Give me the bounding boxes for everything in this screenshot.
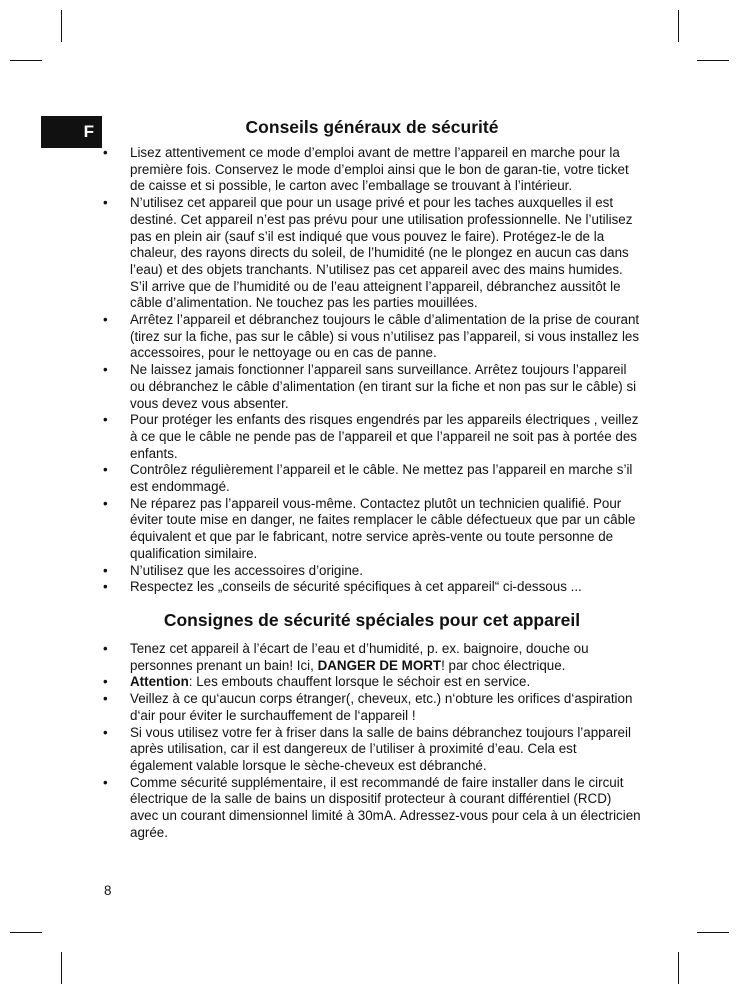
page-number: 8 — [104, 883, 112, 898]
section1-item: • Lisez attentivement ce mode d’emploi avant de mettre l’appareil en marche pour la première fois. Conservez le mode d’emploi ainsi que le bon de garan-tie, votre ticket de caisse et si possible, le carton avec l’emballage se trouvant à l’intérieur. — [103, 145, 629, 194]
section1-item: • N’utilisez cet appareil que pour un usage privé et pour les taches auxquelles il est destiné. Cet appareil n’est pas prévu pour une utilisation professionnelle. Ne l’utilisez pas en plein air (sauf s’il est indiqué que vous pouvez le faire). Protégez-le de la chaleur, des rayons directs du soleil, de l’humidité (ne le plongez en aucun cas dans l’eau) et des objets tranchants. N’utilisez pas cet appareil avec des mains humides. S’il arrive que de l’humidité ou de l’eau atteignent l’appareil, débranchez aussitôt le câble d’alimentation. Ne touchez pas les parties mouillées. — [103, 195, 633, 311]
attention-label: Attention — [130, 674, 189, 690]
section2-title: Consignes de sécurité spéciales pour cet appareil — [163, 609, 581, 630]
section2-item: • Tenez cet appareil à l’écart de l’eau et d’humidité, p. ex. baignoire, douche ou personnes prenant un bain! Ici, DANGER DE MORT! par choc électrique. — [103, 640, 589, 673]
section1-list — [103, 145, 641, 596]
section1-item: • Ne réparez pas l’appareil vous-même. Contactez plutôt un technicien qualifié. Pour éviter toute mise en danger, ne faites remplacer le câble défectueux que par un câble équivalent et que par le fabricant, notre service après-vente ou toute personne de qualification similaire. — [103, 495, 636, 561]
section2-list — [103, 641, 641, 841]
crop-mark-top-right-horizontal — [697, 60, 729, 61]
section1-title: Conseils généraux de sécurité — [245, 117, 499, 137]
crop-mark-bottom-left-vertical — [61, 952, 62, 984]
language-tab: F — [41, 116, 102, 148]
section2-item: • Veillez à ce qu‘aucun corps étranger(, cheveux, etc.) n‘obture les orifices d‘aspiration d‘air pour éviter le surchauffement de l‘appareil ! — [103, 691, 633, 723]
crop-mark-top-left-horizontal — [10, 60, 42, 61]
section1-item: • Pour protéger les enfants des risques engendrés par les appareils électriques , veillez à ce que le câble ne pende pas de l’appareil et que l’appareil ne soit pas à portée des enfants. — [103, 412, 639, 461]
section1-item: • N’utilisez que les accessoires d’origine. — [103, 562, 363, 578]
crop-mark-bottom-right-vertical — [678, 952, 679, 984]
section1-item: • Respectez les „conseils de sécurité spécifiques à cet appareil“ ci-dessous ... — [103, 579, 582, 595]
crop-mark-bottom-right-horizontal — [697, 932, 729, 933]
section1-item: • Arrêtez l’appareil et débranchez toujours le câble d’alimentation de la prise de courant (tirez sur la fiche, pas sur le câble) si vous n’utilisez pas l’appareil, si vous installez les accessoires, pour le nettoyage ou en cas de panne. — [103, 312, 640, 361]
section1-item: • Ne laissez jamais fonctionner l’appareil sans surveillance. Arrêtez toujours l’appareil ou débranchez le câble d’alimentation (en tirant sur la fiche et non pas sur le câble) si vous devez vous absenter. — [103, 362, 637, 411]
section2-item: • Si vous utilisez votre fer à friser dans la salle de bains débranchez toujours l’appareil après utilisation, car il est dangereux de l’utiliser à proximité d’eau. Cela est également valable lorsque le sèche-cheveux est débranché. — [103, 724, 631, 773]
section2-item: • Attention: Les embouts chauffent lorsque le séchoir est en service. — [103, 674, 531, 690]
page-content — [103, 116, 641, 841]
crop-mark-top-right-vertical — [678, 10, 679, 42]
crop-mark-top-left-vertical — [61, 10, 62, 42]
section1-item: • Contrôlez régulièrement l’appareil et le câble. Ne mettez pas l’appareil en marche s’il est endommagé. — [103, 462, 633, 495]
crop-mark-bottom-left-horizontal — [10, 932, 42, 933]
danger-warning: DANGER DE MORT — [317, 657, 442, 673]
section2-item: • Comme sécurité supplémentaire, il est recommandé de faire installer dans le circuit électrique de la salle de bains un dispositif protecteur à courant différentiel (RCD) avec un courant dimensionnel limité à 30mA. Adressez-vous pour cela à un électricien agrée. — [103, 774, 641, 840]
